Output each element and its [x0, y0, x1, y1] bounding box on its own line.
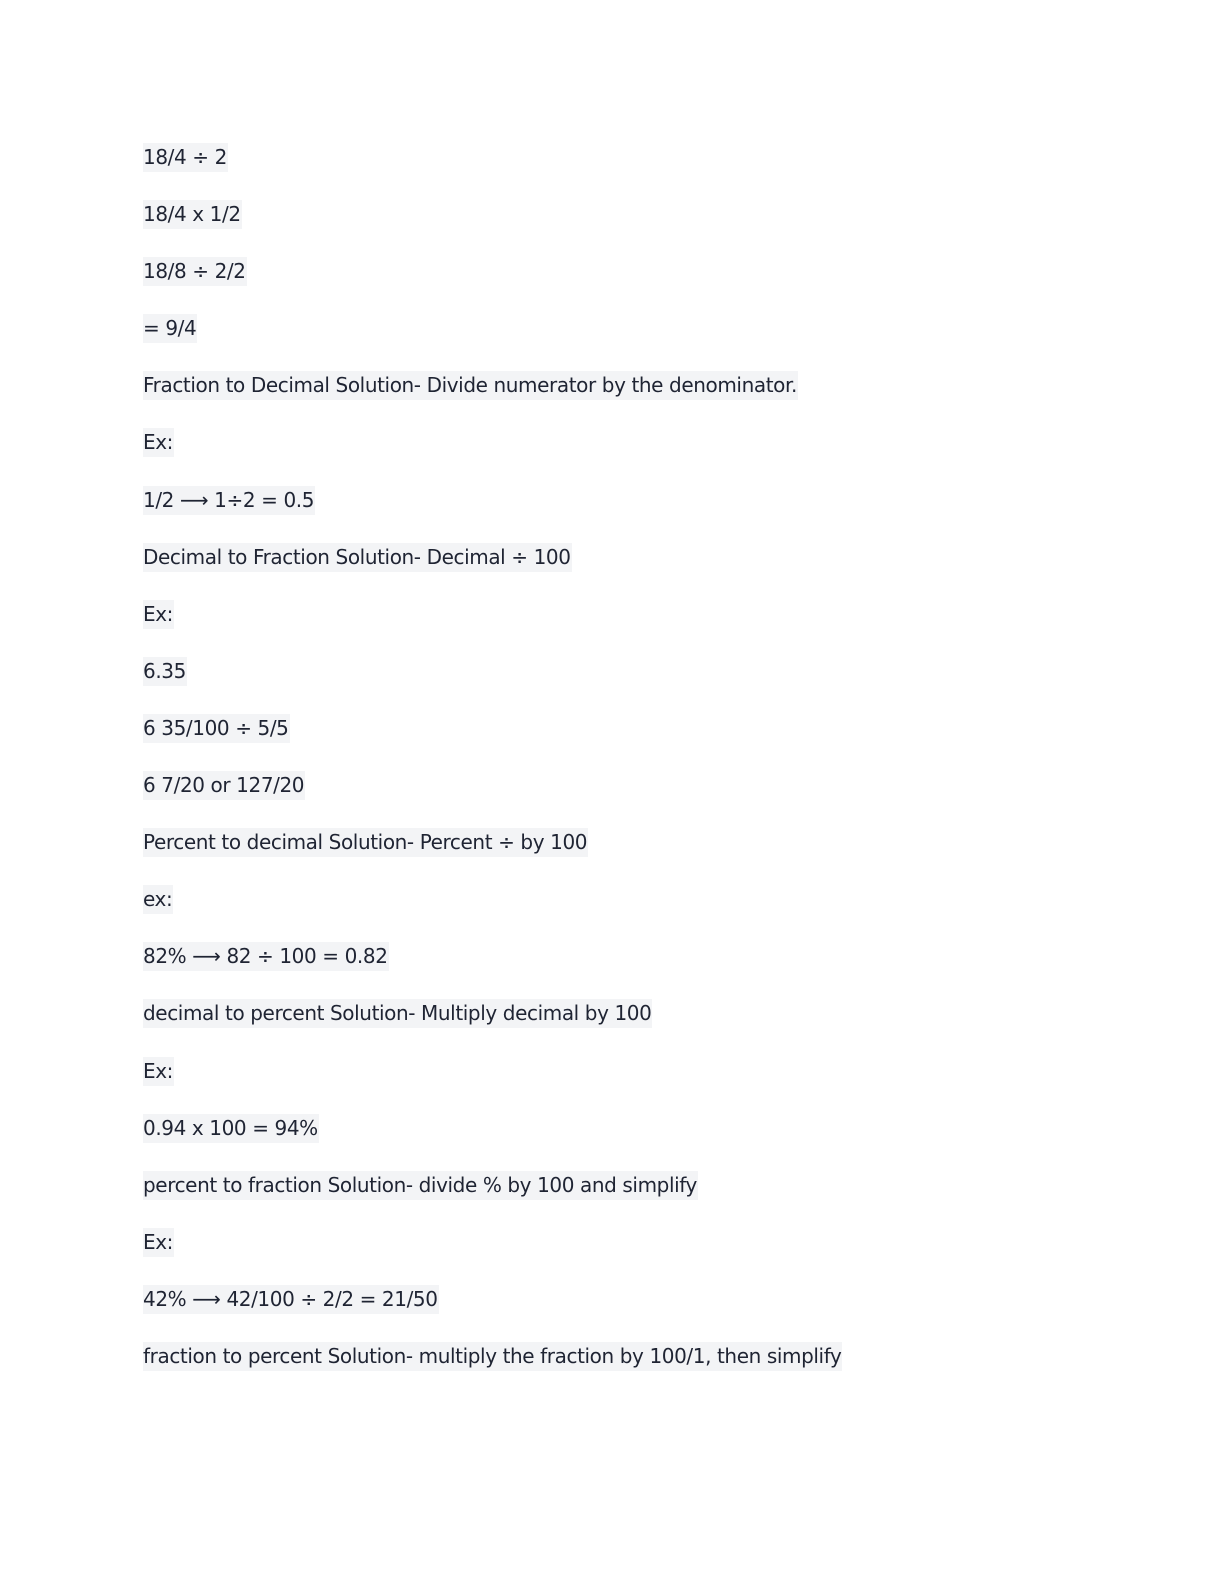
- note-line: [143, 543, 842, 600]
- note-text: 42% ⟶ 42/100 ÷ 2/2 = 21/50: [143, 1285, 439, 1314]
- note-text: Ex:: [143, 1228, 174, 1257]
- notes-body: [143, 143, 842, 1399]
- note-line: [143, 371, 842, 428]
- note-text: 6 35/100 ÷ 5/5: [143, 714, 290, 743]
- note-line: [143, 942, 842, 999]
- note-text: Ex:: [143, 1057, 174, 1086]
- note-text: Fraction to Decimal Solution- Divide numerator by the denominator.: [143, 371, 798, 400]
- note-line: [143, 999, 842, 1056]
- note-text: Ex:: [143, 428, 174, 457]
- note-text: 0.94 x 100 = 94%: [143, 1114, 319, 1143]
- note-line: [143, 1057, 842, 1114]
- note-text: = 9/4: [143, 314, 197, 343]
- note-line: [143, 486, 842, 543]
- note-line: [143, 1114, 842, 1171]
- note-line: [143, 885, 842, 942]
- note-line: [143, 143, 842, 200]
- note-text: 82% ⟶ 82 ÷ 100 = 0.82: [143, 942, 389, 971]
- note-text: fraction to percent Solution- multiply the fraction by 100/1, then simplify: [143, 1342, 842, 1371]
- note-line: [143, 200, 842, 257]
- note-text: percent to fraction Solution- divide % by 100 and simplify: [143, 1171, 698, 1200]
- note-line: [143, 314, 842, 371]
- note-line: [143, 1342, 842, 1399]
- note-line: [143, 428, 842, 485]
- note-text: Ex:: [143, 600, 174, 629]
- note-line: [143, 600, 842, 657]
- note-text: 18/4 x 1/2: [143, 200, 242, 229]
- note-line: [143, 714, 842, 771]
- note-text: decimal to percent Solution- Multiply decimal by 100: [143, 999, 652, 1028]
- note-text: 18/4 ÷ 2: [143, 143, 228, 172]
- note-line: [143, 257, 842, 314]
- note-text: 6.35: [143, 657, 187, 686]
- note-text: 1/2 ⟶ 1÷2 = 0.5: [143, 486, 315, 515]
- note-text: ex:: [143, 885, 173, 914]
- note-line: [143, 828, 842, 885]
- note-line: [143, 1171, 842, 1228]
- note-text: 18/8 ÷ 2/2: [143, 257, 247, 286]
- note-text: Decimal to Fraction Solution- Decimal ÷ 100: [143, 543, 572, 572]
- note-line: [143, 657, 842, 714]
- note-text: 6 7/20 or 127/20: [143, 771, 305, 800]
- note-text: Percent to decimal Solution- Percent ÷ by 100: [143, 828, 588, 857]
- note-line: [143, 1285, 842, 1342]
- note-line: [143, 1228, 842, 1285]
- note-line: [143, 771, 842, 828]
